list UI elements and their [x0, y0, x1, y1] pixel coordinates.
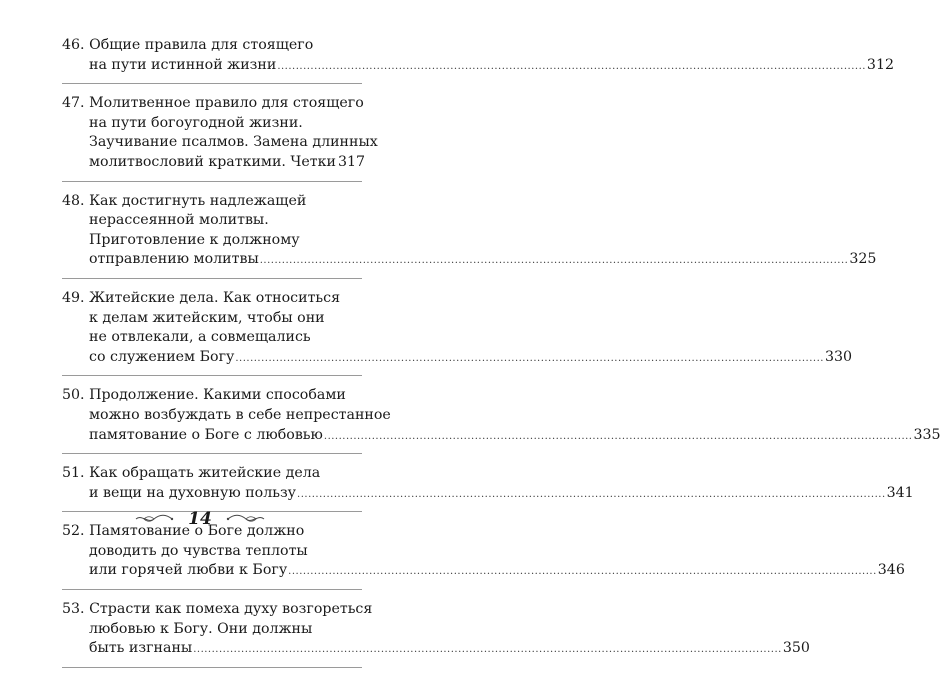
toc-entry-line: доводить до чувства теплоты	[89, 542, 308, 559]
dot-leader	[324, 427, 913, 447]
toc-entry-line: быть изгнаны	[89, 640, 193, 657]
toc-entry-last-line	[62, 561, 905, 582]
toc-entry	[62, 36, 895, 84]
page-footer	[0, 509, 400, 529]
toc-page-number: 350	[782, 640, 810, 657]
dot-leader	[277, 57, 866, 77]
toc-entry-title: 51. Как обращать житейские дела	[62, 465, 321, 482]
toc-entry-line: нерассеянной молитвы.	[89, 212, 269, 229]
toc-entry-line: и вещи на духовную пользу	[89, 484, 297, 501]
toc-page-number: 325	[849, 251, 877, 268]
toc-entry	[62, 192, 877, 279]
dot-leader	[193, 640, 782, 660]
toc-entry-last-line	[62, 484, 914, 505]
dot-leader	[260, 251, 849, 271]
toc-entry-title: 48. Как достигнуть надлежащей	[62, 192, 307, 209]
toc-entry	[62, 94, 378, 181]
toc-entry-line: к делам житейским, чтобы они	[89, 309, 325, 326]
toc-entry-title: 49. Житейские дела. Как относиться	[62, 289, 341, 306]
toc-entry-line: Приготовление к должному	[89, 231, 300, 248]
toc-entry-line: со служением Богу	[89, 348, 235, 365]
dot-leader	[288, 562, 877, 582]
dot-leader	[235, 349, 824, 369]
toc-entry-line: молитвословий краткими. Четки	[89, 153, 336, 170]
toc-entry-line: можно возбуждать в себе непрестанное	[89, 406, 391, 423]
toc-entry-line: не отвлекали, а совмещались	[89, 329, 311, 346]
toc-page-number: 330	[824, 348, 853, 365]
toc-entry-last-line	[62, 426, 941, 447]
toc-entry	[62, 600, 810, 668]
toc-entry	[62, 386, 941, 454]
toc-entry	[62, 464, 914, 512]
toc-entry-title: 52. Памятование о Боге должно	[62, 523, 305, 540]
toc-entry-last-line	[62, 153, 366, 174]
toc-entry-line: любовью к Богу. Они должны	[89, 620, 313, 637]
toc-entry-title: 47. Молитвенное правило для стоящего	[62, 95, 364, 112]
toc-page-number: 335	[913, 426, 941, 443]
toc-page-number: 317	[337, 153, 366, 170]
toc-entry-title: 46. Общие правила для стоящего	[62, 37, 314, 53]
toc-entry-line: на пути богоугодной жизни.	[89, 114, 303, 131]
toc-entry	[62, 522, 905, 590]
toc-page-number: 341	[886, 484, 914, 501]
toc-entry-title: 53. Страсти как помеха духу возгореться	[62, 601, 373, 618]
toc-entry-last-line	[62, 639, 810, 660]
toc-entry-last-line	[62, 250, 877, 271]
toc-entry-last-line	[62, 348, 853, 369]
page-number: 14	[188, 509, 212, 529]
toc-page-number: 346	[877, 562, 905, 579]
table-of-contents	[62, 36, 941, 678]
dot-leader	[297, 485, 886, 505]
toc-page-number: 312	[866, 56, 895, 73]
toc-entry-last-line	[62, 56, 895, 77]
toc-entry-title: 50. Продолжение. Какими способами	[62, 387, 346, 404]
toc-entry-line: памятование о Боге с любовью	[89, 426, 323, 443]
toc-entry-line: отправлению молитвы	[89, 251, 259, 268]
toc-entry-line: Заучивание псалмов. Замена длинных	[89, 134, 378, 151]
flourish-ornament-right-icon	[226, 513, 266, 525]
toc-entry-line: на пути истинной жизни	[89, 56, 277, 73]
toc-entry	[62, 289, 853, 376]
flourish-ornament-left-icon	[134, 513, 174, 525]
toc-entry-line: или горячей любви к Богу	[89, 562, 288, 579]
